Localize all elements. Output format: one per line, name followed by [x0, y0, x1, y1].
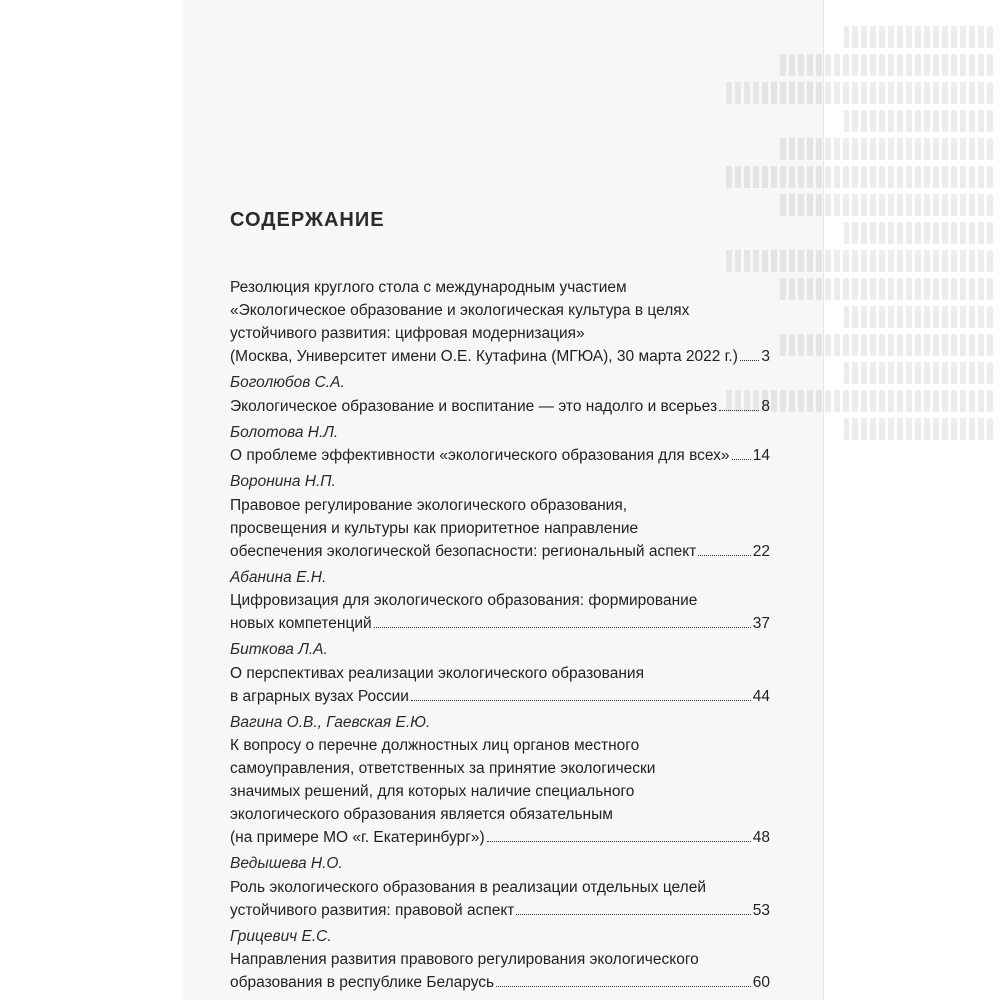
- page-number: 44: [752, 687, 770, 705]
- page-number: 8: [761, 397, 770, 415]
- toc-entry-last-line: [230, 444, 770, 467]
- toc-entry-last-line: [230, 395, 770, 418]
- toc-entry: [230, 567, 770, 640]
- toc-entry-author: Биткова Л.А.: [230, 641, 328, 658]
- toc-entry-title-line: в аграрных вузах России: [230, 687, 409, 705]
- toc-entry: [230, 422, 770, 472]
- toc-entry: [230, 853, 770, 926]
- dot-leader: [496, 986, 751, 987]
- dot-leader: [516, 914, 750, 915]
- toc-entry-title-line: экологического образования является обязательным: [230, 806, 613, 823]
- page-title: СОДЕРЖАНИЕ: [230, 209, 385, 231]
- page-number: 60: [752, 974, 770, 991]
- table-of-contents: [230, 276, 770, 998]
- toc-entry-author: Абанина Е.Н.: [230, 568, 327, 586]
- toc-entry-title-line: Резолюция круглого стола с международным участием: [230, 279, 627, 296]
- toc-entry: [230, 926, 770, 999]
- toc-entry-title-line: самоуправления, ответственных за принятие экологически: [230, 760, 656, 777]
- toc-entry-title-line: обеспечения экологической безопасности: региональный аспект: [230, 542, 697, 560]
- dot-leader: [411, 700, 751, 701]
- toc-entry-title-line: новых компетенций: [230, 615, 372, 632]
- toc-entry-title-line: Роль экологического образования в реализации отдельных целей: [230, 878, 706, 896]
- toc-entry-author: Ведышева Н.О.: [230, 855, 343, 872]
- toc-entry-title-line: просвещения и культуры как приоритетное направление: [230, 519, 639, 537]
- page-number: 14: [752, 447, 770, 464]
- toc-entry-author: Воронина Н.П.: [230, 473, 336, 490]
- toc-entry-title-line: Экологическое образование и воспитание — это надолго и всерьез: [230, 397, 718, 415]
- toc-entry: [230, 639, 770, 712]
- toc-entry-author: Вагина О.В., Гаевская Е.Ю.: [230, 713, 431, 731]
- toc-entry-title-line: Цифровизация для экологического образования: формирование: [230, 592, 698, 609]
- page-number: 3: [761, 348, 770, 365]
- toc-entry-last-line: [230, 971, 770, 994]
- toc-entry-title-line: устойчивого развития: правовой аспект: [230, 901, 515, 919]
- toc-entry-last-line: [230, 345, 770, 368]
- toc-entry-author: Болотова Н.Л.: [230, 423, 339, 441]
- toc-entry-title-line: «Экологическое образование и экологическая культура в целях: [230, 302, 690, 319]
- toc-entry-title-line: (Москва, Университет имени О.Е. Кутафина (МГЮА), 30 марта 2022 г.): [230, 348, 738, 365]
- toc-entry: [230, 471, 770, 567]
- toc-entry-title-line: значимых решений, для которых наличие специального: [230, 783, 635, 800]
- page-number: 48: [752, 829, 770, 846]
- toc-entry-last-line: [230, 899, 770, 922]
- toc-entry-title-line: Правовое регулирование экологического образования,: [230, 496, 628, 514]
- toc-entry-title-line: образования в республике Беларусь: [230, 974, 495, 991]
- page-number: 37: [752, 615, 770, 632]
- dot-leader: [740, 360, 759, 361]
- toc-entry: [230, 276, 770, 372]
- toc-entry-author: Боголюбов С.А.: [230, 374, 345, 391]
- toc-entry-last-line: [230, 540, 770, 563]
- dot-leader: [732, 459, 751, 460]
- toc-entry: [230, 372, 770, 422]
- toc-entry-title-line: устойчивого развития: цифровая модернизация»: [230, 325, 585, 342]
- dot-leader: [374, 627, 751, 628]
- page-number: 22: [752, 542, 770, 560]
- toc-entry: [230, 712, 770, 854]
- dot-leader: [487, 841, 751, 842]
- toc-entry-title-line: О проблеме эффективности «экологического образования для всех»: [230, 447, 730, 464]
- toc-entry-last-line: [230, 826, 770, 849]
- page-number: 53: [752, 901, 770, 919]
- toc-entry-title-line: Направления развития правового регулирования экологического: [230, 951, 699, 968]
- dot-leader: [698, 555, 750, 556]
- toc-entry-last-line: [230, 612, 770, 635]
- toc-entry-title-line: (на примере МО «г. Екатеринбург»): [230, 829, 485, 846]
- toc-entry-author: Грицевич Е.С.: [230, 927, 332, 945]
- dot-leader: [719, 410, 759, 411]
- toc-entry-last-line: [230, 685, 770, 708]
- toc-entry-title-line: К вопросу о перечне должностных лиц органов местного: [230, 737, 640, 754]
- toc-entry-title-line: О перспективах реализации экологического образования: [230, 664, 644, 682]
